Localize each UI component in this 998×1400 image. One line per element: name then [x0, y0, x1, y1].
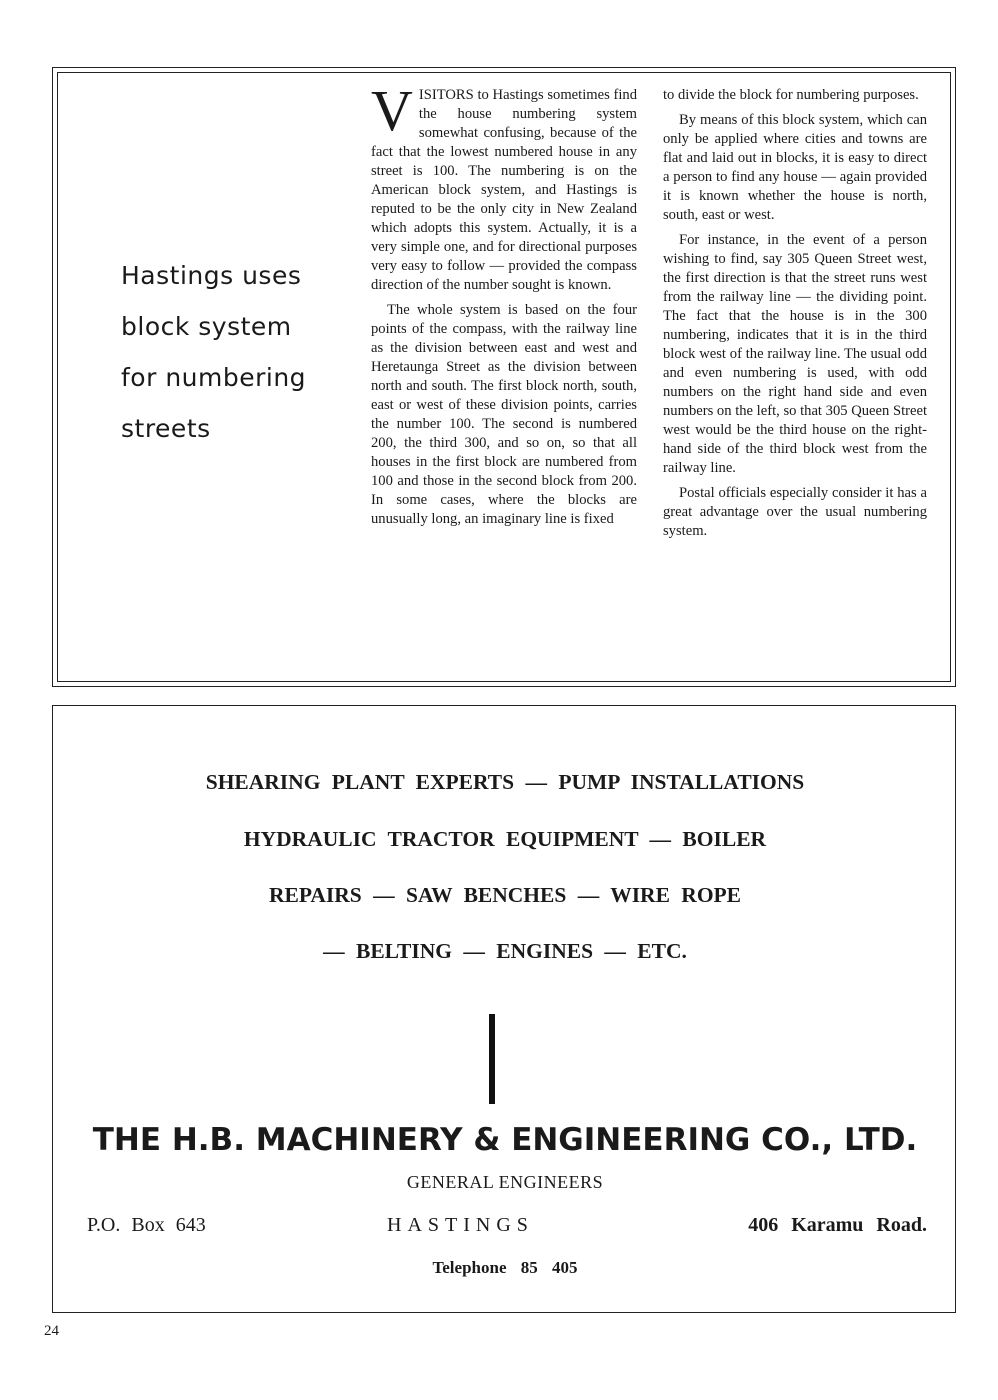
page-number: 24 [44, 1323, 59, 1339]
column-2-paragraph-1: to divide the block for numbering purposes. [663, 87, 919, 103]
article-column-2 [663, 86, 927, 547]
ad-services-line-1: SHEARING PLANT EXPERTS — PUMP INSTALLATIONS [205, 770, 805, 794]
column-2-paragraph-3: For instance, in the event of a person wishing to find, say 305 Queen Street west, the first direction is that the street runs west from the railway line — the dividing point. The fact that the house is in the 300 numbering, indicates that it is in the third block west of the railway line. The usual odd and even numbering is used, with odd numbers on the right hand side and even numbers on the left, so that 305 Queen Street west would be the third house on the right-hand side of the third block west from the railway line. [663, 232, 927, 476]
column-1-paragraph-1-text: ISITORS to Hastings sometimes find the house numbering system somewhat confusing, because of the fact that the lowest numbered house in any street is 100. The numbering is on the American block system, and Hastings is reputed to be the only city in New Zealand which adopts this system. Actually, it is a very simple one, and for directional purposes very easy to follow — provided the compass direction of the number sought is known. [371, 87, 637, 293]
ad-services-line-3: REPAIRS — SAW BENCHES — WIRE ROPE [268, 883, 742, 907]
po-box: P.O. Box 643 [87, 1214, 206, 1236]
article-column-1 [371, 78, 637, 535]
headline-line-2: block system [121, 312, 292, 341]
company-subtitle: GENERAL ENGINEERS [406, 1172, 604, 1192]
vertical-rule [489, 1014, 495, 1104]
street-address: 406 Karamu Road. [748, 1214, 927, 1236]
article-box [52, 67, 956, 687]
telephone-number: Telephone 85 405 [432, 1258, 578, 1277]
advertisement-box [52, 705, 956, 1313]
drop-cap: V [371, 78, 413, 143]
headline-line-3: for numbering [121, 363, 307, 392]
company-name: THE H.B. MACHINERY & ENGINEERING CO., LTD. [92, 1122, 918, 1158]
column-1-paragraph-2: The whole system is based on the four points of the compass, with the railway line as the division between east and west and Heretaunga Street as the division between north and south. The first block north, south, east or west of these division points, carries the number 100. The second is numbered 200, the third 300, and so on, so that all houses in the first block are numbered from 100 and those in the second block from 200. In some cases, where the blocks are unusually long, an imaginary line is fixed [371, 302, 637, 527]
headline-line-4: streets [121, 414, 211, 443]
ad-services-line-2: HYDRAULIC TRACTOR EQUIPMENT — BOILER [243, 827, 767, 851]
headline-line-1: Hastings uses [121, 261, 302, 290]
column-1-paragraph-1 [371, 78, 637, 295]
city-name: HASTINGS [387, 1214, 534, 1236]
article-headline [121, 250, 351, 454]
ad-services-line-4: — BELTING — ENGINES — ETC. [323, 939, 687, 963]
column-2-paragraph-2: By means of this block system, which can only be applied where cities and towns are flat and laid out in blocks, it is easy to direct a person to find any house — again provided it is known whether the house is north, south, east or west. [663, 112, 927, 223]
column-2-paragraph-4: Postal officials especially consider it has a great advantage over the usual numbering system. [663, 485, 927, 539]
